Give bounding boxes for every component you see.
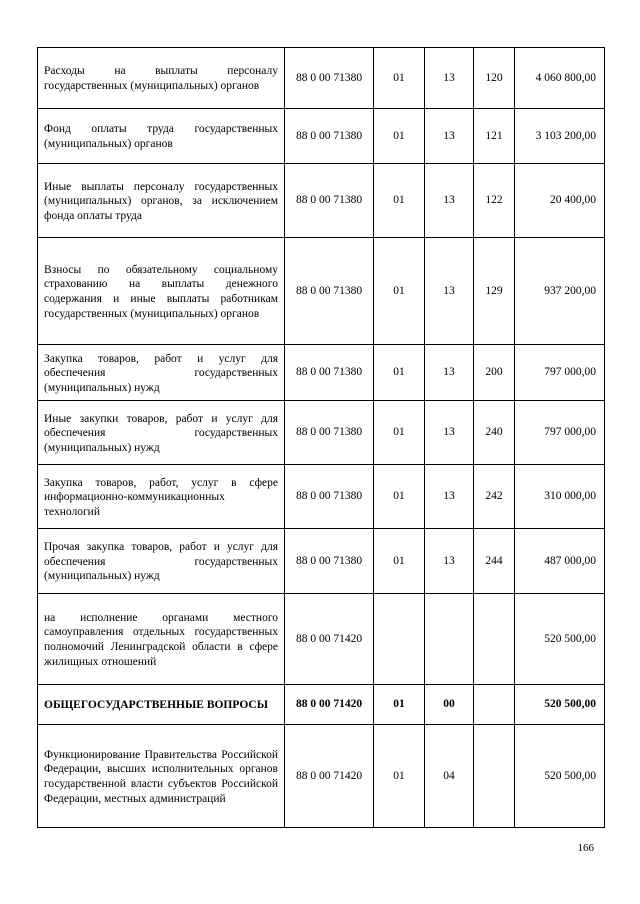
target-code-cell: 88 0 00 71380 [285,465,374,529]
section-cell: 01 [374,48,425,109]
target-code-cell: 88 0 00 71380 [285,345,374,401]
section-cell: 01 [374,238,425,345]
section-cell: 01 [374,401,425,465]
subsection-cell: 13 [425,465,474,529]
table-row [38,529,605,594]
table-row [38,238,605,345]
table-row [38,109,605,164]
target-code-cell: 88 0 00 71380 [285,48,374,109]
expense-type-cell: 240 [474,401,515,465]
table-row [38,48,605,109]
subsection-cell [425,594,474,685]
amount-cell: 3 103 200,00 [515,109,605,164]
row-name-cell: ОБЩЕГОСУДАРСТВЕННЫЕ ВОПРОСЫ [38,685,285,725]
target-code-cell: 88 0 00 71380 [285,238,374,345]
row-name-cell: Фонд оплаты труда государственных (муниципальных) органов [38,109,285,164]
amount-cell: 487 000,00 [515,529,605,594]
section-cell: 01 [374,164,425,238]
subsection-cell: 13 [425,345,474,401]
table-row [38,401,605,465]
section-cell: 01 [374,345,425,401]
table-row [38,465,605,529]
expense-type-cell: 200 [474,345,515,401]
target-code-cell: 88 0 00 71380 [285,109,374,164]
row-name-cell: Закупка товаров, работ и услуг для обеспечения государственных (муниципальных) нужд [38,345,285,401]
amount-cell: 937 200,00 [515,238,605,345]
target-code-cell: 88 0 00 71380 [285,401,374,465]
amount-cell: 310 000,00 [515,465,605,529]
row-name-cell: на исполнение органами местного самоуправления отдельных государственных полномочий Ленинградской области в сфере жилищных отношений [38,594,285,685]
target-code-cell: 88 0 00 71380 [285,164,374,238]
target-code-cell: 88 0 00 71420 [285,685,374,725]
amount-cell: 520 500,00 [515,594,605,685]
row-name-cell: Расходы на выплаты персоналу государственных (муниципальных) органов [38,48,285,109]
expense-type-cell: 122 [474,164,515,238]
page-number: 166 [577,842,594,854]
amount-cell: 520 500,00 [515,685,605,725]
expense-type-cell: 120 [474,48,515,109]
section-cell: 01 [374,465,425,529]
row-name-cell: Взносы по обязательному социальному страхованию на выплаты денежного содержания и иные выплаты работникам государственных (муниципальных) органов [38,238,285,345]
table-row [38,725,605,828]
expense-type-cell [474,594,515,685]
expense-type-cell [474,725,515,828]
target-code-cell: 88 0 00 71380 [285,529,374,594]
subsection-cell: 13 [425,48,474,109]
amount-cell: 797 000,00 [515,345,605,401]
table-row [38,345,605,401]
table-row [38,594,605,685]
amount-cell: 4 060 800,00 [515,48,605,109]
amount-cell: 797 000,00 [515,401,605,465]
amount-cell: 520 500,00 [515,725,605,828]
amount-cell: 20 400,00 [515,164,605,238]
subsection-cell: 13 [425,109,474,164]
subsection-cell: 13 [425,238,474,345]
row-name-cell: Прочая закупка товаров, работ и услуг для обеспечения государственных (муниципальных) нужд [38,529,285,594]
expense-type-cell: 244 [474,529,515,594]
row-name-cell: Иные выплаты персоналу государственных (муниципальных) органов, за исключением фонда оплаты труда [38,164,285,238]
row-name-cell: Функционирование Правительства Российской Федерации, высших исполнительных органов государственной власти субъектов Российской Федерации, местных администраций [38,725,285,828]
subsection-cell: 13 [425,164,474,238]
section-cell: 01 [374,529,425,594]
expense-type-cell [474,685,515,725]
section-cell [374,594,425,685]
target-code-cell: 88 0 00 71420 [285,725,374,828]
target-code-cell: 88 0 00 71420 [285,594,374,685]
subsection-cell: 13 [425,529,474,594]
row-name-cell: Закупка товаров, работ, услуг в сфере информационно-коммуникационных технологий [38,465,285,529]
table-row [38,164,605,238]
subsection-cell: 00 [425,685,474,725]
budget-table [37,47,605,828]
expense-type-cell: 129 [474,238,515,345]
subsection-cell: 13 [425,401,474,465]
section-cell: 01 [374,725,425,828]
subsection-cell: 04 [425,725,474,828]
section-cell: 01 [374,685,425,725]
section-cell: 01 [374,109,425,164]
expense-type-cell: 242 [474,465,515,529]
expense-type-cell: 121 [474,109,515,164]
table-row-section-total [38,685,605,725]
row-name-cell: Иные закупки товаров, работ и услуг для обеспечения государственных (муниципальных) нужд [38,401,285,465]
